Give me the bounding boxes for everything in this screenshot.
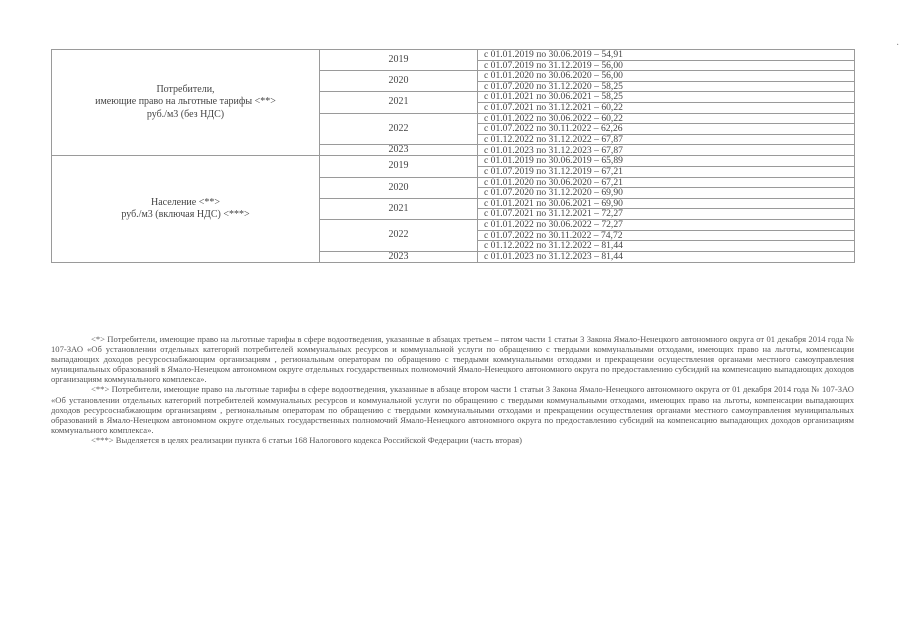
tariff-period-cell: с 01.07.2019 по 31.12.2019 – 56,00: [478, 60, 855, 71]
footnotes: [51, 334, 854, 445]
tariff-period-cell: с 01.01.2020 по 30.06.2020 – 67,21: [478, 177, 855, 188]
tariff-period-cell: с 01.07.2021 по 31.12.2021 – 72,27: [478, 209, 855, 220]
tariff-period-cell: с 01.12.2022 по 31.12.2022 – 81,44: [478, 241, 855, 252]
tariff-period-cell: с 01.01.2022 по 30.06.2022 – 72,27: [478, 219, 855, 230]
tariff-period-cell: с 01.07.2022 по 30.11.2022 – 62,26: [478, 124, 855, 135]
tariff-period-cell: с 01.01.2021 по 30.06.2021 – 58,25: [478, 92, 855, 103]
year-cell: 2019: [320, 50, 478, 71]
tariff-period-cell: с 01.07.2020 по 31.12.2020 – 69,90: [478, 188, 855, 199]
consumer-category-cell: [52, 50, 320, 156]
category-label-line: руб./м3 (включая НДС) <***>: [121, 209, 250, 221]
year-cell: 2023: [320, 145, 478, 156]
category-label-line: имеющие право на льготные тарифы <**>: [95, 96, 276, 108]
tariff-period-cell: с 01.01.2020 по 30.06.2020 – 56,00: [478, 71, 855, 82]
tariff-period-cell: с 01.01.2019 по 30.06.2019 – 65,89: [478, 156, 855, 167]
year-cell: 2021: [320, 92, 478, 113]
tariff-period-cell: с 01.12.2022 по 31.12.2022 – 67,87: [478, 134, 855, 145]
table-row: [52, 156, 855, 167]
tariff-period-cell: с 01.07.2022 по 30.11.2022 – 74,72: [478, 230, 855, 241]
year-cell: 2021: [320, 198, 478, 219]
year-cell: 2023: [320, 251, 478, 262]
consumer-category-cell: [52, 156, 320, 262]
tariff-period-cell: с 01.07.2020 по 31.12.2020 – 58,25: [478, 81, 855, 92]
tariff-period-cell: с 01.01.2023 по 31.12.2023 – 67,87: [478, 145, 855, 156]
tariff-period-cell: с 01.01.2019 по 30.06.2019 – 54,91: [478, 50, 855, 61]
footnote: <***> Выделяется в целях реализации пункта 6 статьи 168 Налогового кодекса Российской Федерации (часть вторая): [91, 434, 522, 445]
category-label-line: Потребители,: [156, 83, 215, 95]
footnote: <*> Потребители, имеющие право на льготные тарифы в сфере водоотведения, указанные в абзацах третьем – пятом части 1 статьи 3 Закона Ямало-Ненецкого автономного округа от 01 декабря 2014 года № 107-ЗАО «Об установлении отдельных категорий потребителей коммунальных ресурсов и коммунальной услуги по обращению с твердыми коммунальными отходами, имеющих право на льготы, компенсации выпадающих доходов ресурсоснабжающим организациям , региональным операторам по обращению с твердыми коммунальными отходами и прекращении осуществления органами местного самоуправления муниципальных образований в Ямало-Ненецком автономном округе отдельных государственных полномочий Ямало-Ненецкого автономного округа по предоставлению субсидий на компенсацию выпадающих доходов организациям коммунального комплекса».: [51, 334, 854, 385]
year-cell: 2019: [320, 156, 478, 177]
page-edge-mark: ·: [896, 40, 900, 51]
table-row: [52, 50, 855, 61]
category-label-line: Население <**>: [150, 196, 220, 208]
year-cell: 2022: [320, 219, 478, 251]
tariff-period-cell: с 01.07.2019 по 31.12.2019 – 67,21: [478, 166, 855, 177]
year-cell: 2020: [320, 177, 478, 198]
tariff-period-cell: с 01.07.2021 по 31.12.2021 – 60,22: [478, 102, 855, 113]
tariff-period-cell: с 01.01.2023 по 31.12.2023 – 81,44: [478, 251, 855, 262]
year-cell: 2020: [320, 71, 478, 92]
tariff-period-cell: с 01.01.2021 по 30.06.2021 – 69,90: [478, 198, 855, 209]
category-label-line: руб./м3 (без НДС): [146, 108, 225, 120]
tariff-period-cell: с 01.01.2022 по 30.06.2022 – 60,22: [478, 113, 855, 124]
year-cell: 2022: [320, 113, 478, 145]
footnote: <**> Потребители, имеющие право на льготные тарифы в сфере водоотведения, указанные в абзаце втором части 1 статьи 3 Закона Ямало-Ненецкого автономного округа от 01 декабря 2014 года № 107-ЗАО «Об установлении отдельных категорий потребителей коммунальных ресурсов и коммунальной услуги по обращению с твердыми коммунальными отходами, имеющих право на льготы, компенсации выпадающих доходов ресурсоснабжающим организациям , региональным операторам по обращению с твердыми коммунальными отходами и прекращении осуществления органами местного самоуправления муниципальных образований в Ямало-Ненецком автономном округе отдельных государственных полномочий Ямало-Ненецкого автономного округа по предоставлению субсидий на компенсацию выпадающих доходов организациям коммунального комплекса».: [51, 384, 854, 435]
tariff-table: [51, 49, 855, 263]
